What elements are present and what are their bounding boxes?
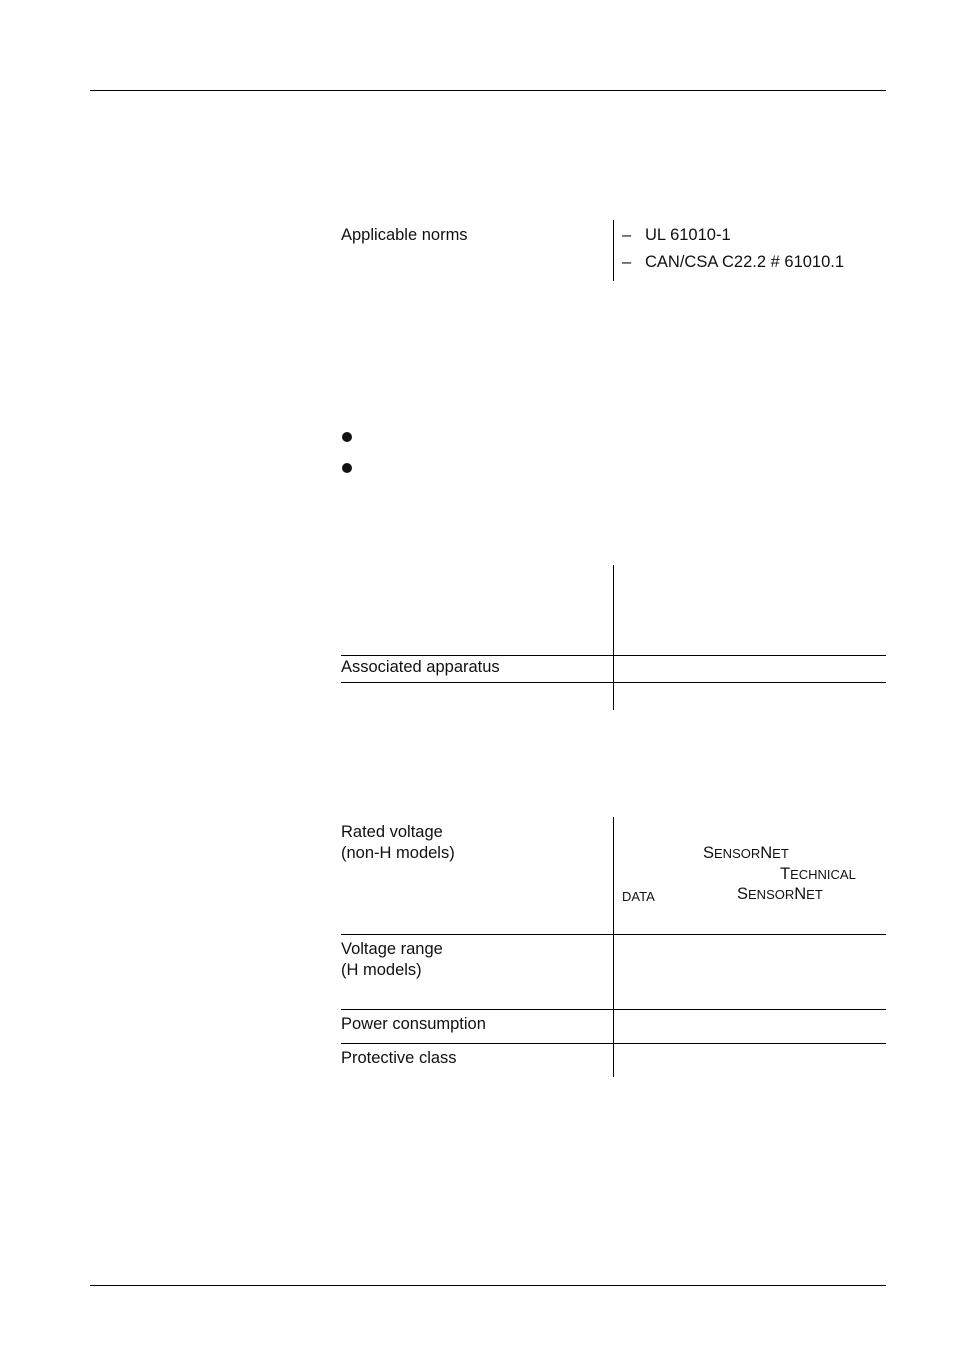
data-term: DATA [622, 889, 655, 904]
sensornet-term-2: SENSORNET [737, 885, 823, 903]
voltage-range-sublabel: (H models) [341, 961, 422, 979]
apparatus-label: Associated apparatus [341, 658, 500, 676]
norms-dash-2: – [622, 253, 632, 271]
protective-class-label: Protective class [341, 1049, 457, 1067]
norms-label: Applicable norms [341, 226, 468, 244]
bullet-marker-2 [342, 463, 352, 473]
rated-voltage-label: Rated voltage [341, 823, 443, 841]
header-rule [90, 90, 886, 91]
power-divider [613, 817, 614, 1077]
norms-item-2: CAN/CSA C22.2 # 61010.1 [645, 253, 845, 271]
norms-dash-1: – [622, 226, 632, 244]
apparatus-row-rule-2 [341, 682, 886, 683]
norms-divider [613, 220, 614, 281]
rated-voltage-sublabel: (non-H models) [341, 844, 455, 862]
norms-item-1: UL 61010-1 [645, 226, 731, 244]
voltage-range-label: Voltage range [341, 940, 443, 958]
power-row-rule-1 [341, 934, 886, 935]
apparatus-row-rule-1 [341, 655, 886, 656]
technical-term: TECHNICAL [780, 865, 856, 883]
bullet-marker-1 [342, 432, 352, 442]
power-row-rule-2 [341, 1009, 886, 1010]
sensornet-term-1: SENSORNET [703, 844, 789, 862]
power-row-rule-3 [341, 1043, 886, 1044]
apparatus-divider [613, 565, 614, 710]
power-consumption-label: Power consumption [341, 1015, 486, 1033]
footer-rule [90, 1285, 886, 1286]
